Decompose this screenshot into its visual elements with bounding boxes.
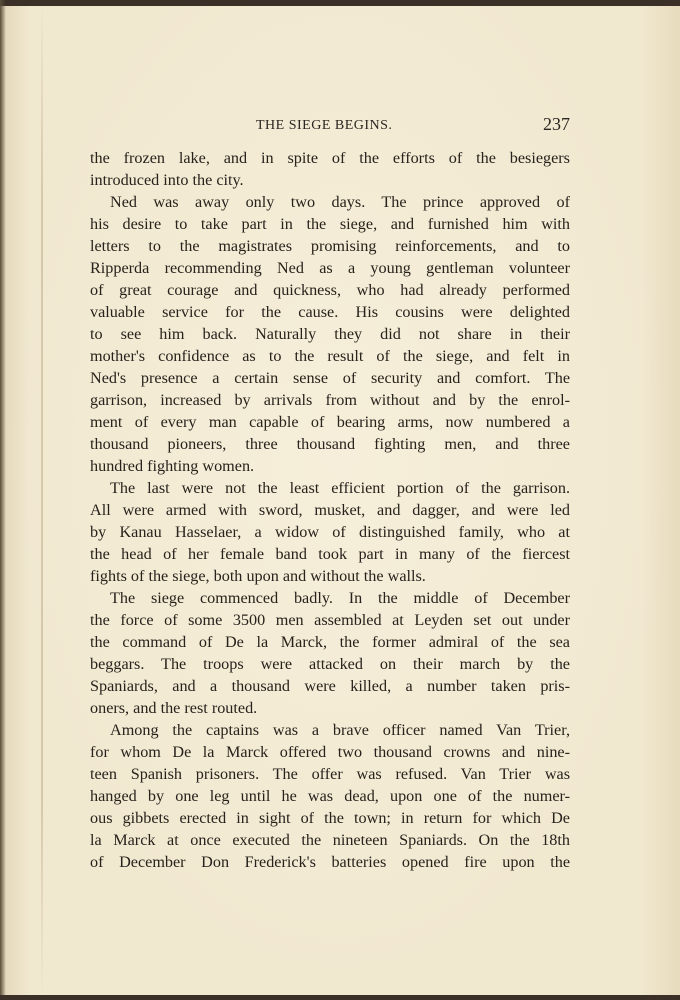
text-line: Spaniards, and a thousand were killed, a number taken pris- [90,677,570,695]
text-line: for whom De la Marck offered two thousand crowns and nine- [90,743,570,761]
text-line: The siege commenced badly. In the middle of December [110,589,570,607]
text-line: hundred fighting women. [90,457,255,475]
text-line: the force of some 3500 men assembled at Leyden set out under [90,611,570,629]
page-bottom-edge [0,995,680,1000]
text-line: letters to the magistrates promising reinforcements, and to [90,237,570,255]
text-line: teen Spanish prisoners. The offer was refused. Van Trier was [90,765,570,783]
text-line: All were armed with sword, musket, and dagger, and were led [90,501,570,519]
page-top-edge [0,0,680,6]
body-text [90,147,570,873]
text-line: thousand pioneers, three thousand fighting men, and three [90,435,570,453]
text-line: fights of the siege, both upon and without the walls. [90,567,426,585]
text-line: to see him back. Naturally they did not share in their [90,325,570,343]
page-header [90,114,570,138]
text-line: Ripperda recommending Ned as a young gentleman volunteer [90,259,570,277]
text-line: by Kanau Hasselaer, a widow of distinguished family, who at [90,523,570,541]
text-line: ment of every man capable of bearing arms, now numbered a [90,413,570,431]
text-line: Among the captains was a brave officer named Van Trier, [110,721,570,739]
text-line: beggars. The troops were attacked on their march by the [90,655,570,673]
text-line: la Marck at once executed the nineteen Spaniards. On the 18th [90,831,570,849]
page-number: 237 [543,114,570,134]
text-line: hanged by one leg until he was dead, upon one of the numer- [90,787,570,805]
text-line: ous gibbets erected in sight of the town; in return for which De [90,809,570,827]
text-line: Ned was away only two days. The prince approved of [110,193,570,211]
text-line: of great courage and quickness, who had already performed [90,281,570,299]
text-line: introduced into the city. [90,171,244,189]
text-line: The last were not the least efficient portion of the garrison. [110,479,570,497]
text-line: his desire to take part in the siege, and furnished him with [90,215,570,233]
running-head: THE SIEGE BEGINS. [256,118,393,133]
text-line: valuable service for the cause. His cousins were delighted [90,303,570,321]
page-left-edge [0,0,6,1000]
text-line: the head of her female band took part in many of the fiercest [90,545,570,563]
text-line: the frozen lake, and in spite of the efforts of the besiegers [90,149,570,167]
text-line: of December Don Frederick's batteries opened fire upon the [90,853,570,871]
binding-gutter [41,0,43,1000]
text-line: garrison, increased by arrivals from without and by the enrol- [90,391,570,409]
text-line: Ned's presence a certain sense of security and comfort. The [90,369,570,387]
text-line: mother's confidence as to the result of the siege, and felt in [90,347,570,365]
text-line: the command of De la Marck, the former admiral of the sea [90,633,570,651]
text-line: oners, and the rest routed. [90,699,258,717]
